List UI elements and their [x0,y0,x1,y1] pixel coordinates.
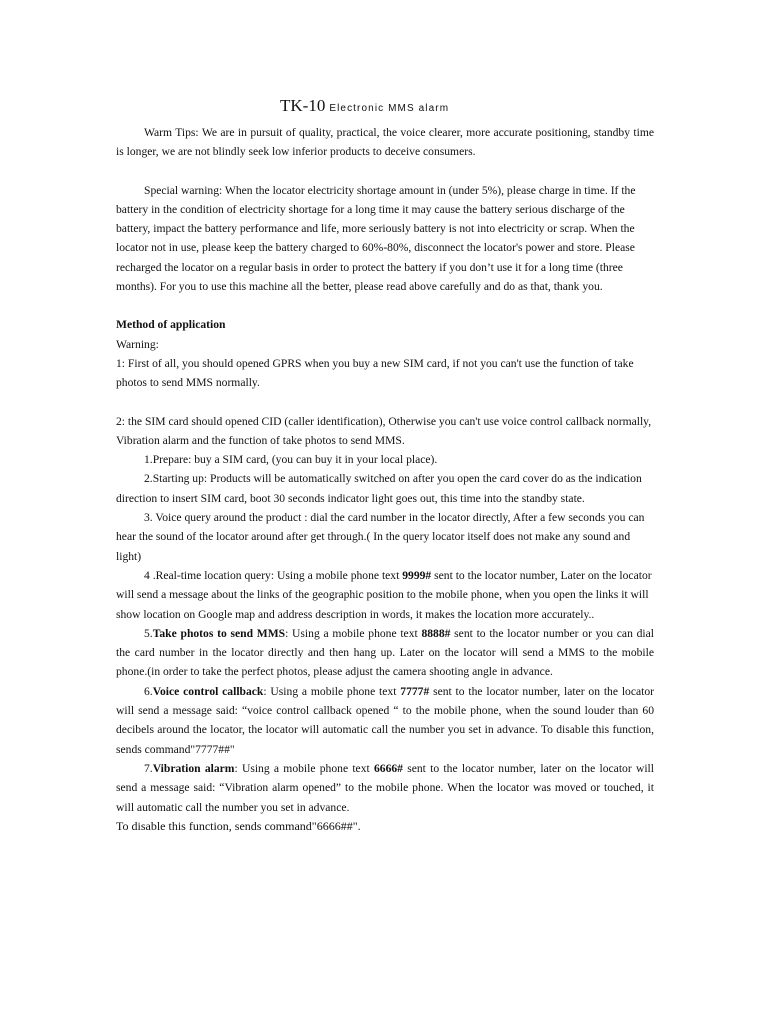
step-4 [116,566,654,624]
warm-tips-paragraph: Warm Tips: We are in pursuit of quality, practical, the voice clearer, more accurate positioning, standby time is longer, we are not blindly seek low inferior products to deceive consumers. [116,126,654,159]
step-7-num: 7. [144,761,153,775]
step-6-text-b: sent to the locator number, later on the locator will send a message said: “voice control callback opened “ to the mobile phone, when the sound louder than 60 decibels around the locator, the locator will automatic call the number you set in advance. To disable this function, sends command"7777##" [116,684,655,756]
step-5-num: 5. [144,626,153,640]
document-title [280,96,449,116]
warning-item-1: 1: First of all, you should opened GPRS when you buy a new SIM card, if not you can't use the function of take photos to send MMS normally. [116,356,634,390]
step-1: 1.Prepare: buy a SIM card, (you can buy it in your local place). [144,453,438,467]
step-7-label: Vibration alarm [152,761,235,775]
step-7-text-a: : Using a mobile phone text [234,761,374,775]
step-5-text-a: : Using a mobile phone text [285,626,422,640]
step-4-text-a: 4 .Real-time location query: Using a mobile phone text [144,568,403,582]
step-7 [116,759,654,817]
step-6-num: 6. [144,684,153,698]
final-disable-line: To disable this function, sends command"6666##". [116,818,361,833]
title-sub: Electronic MMS alarm [329,103,450,114]
step-6-code: 7777# [400,684,430,698]
title-main: TK-10 [280,96,326,115]
method-heading: Method of application [116,318,226,332]
step-5 [116,624,654,682]
step-3: 3. Voice query around the product : dial the card number in the locator directly, After a few seconds you can hear the sound of the locator around after get through.( In the query locator itself does not make any sound and light) [116,511,645,563]
step-6-label: Voice control callback [152,684,264,698]
document-body [116,123,654,836]
step-6 [116,682,654,759]
step-5-label: Take photos to send MMS [152,626,286,640]
step-4-code: 9999# [402,568,432,582]
step-7-code: 6666# [373,761,403,775]
step-5-code: 8888# [421,626,451,640]
step-6-text-a: : Using a mobile phone text [263,684,401,698]
step-5-text-b: sent to the locator number or you can dial the card number in the locator directly and then hang up. Later on the locator will send a MMS to the mobile phone.(in order to take the perfect photos, please adjust the camera shooting angle in advance. [116,626,654,679]
warning-label: Warning: [116,337,159,351]
warning-item-2: 2: the SIM card should opened CID (caller identification), Otherwise you can't use voice control callback normally, Vibration alarm and the function of take photos to send MMS. [116,414,652,447]
special-warning-paragraph: Special warning: When the locator electricity shortage amount in (under 5%), please charge in time. If the battery in the condition of electricity shortage for a long time it may cause the battery serious discharge of the battery, impact the battery performance and life, more seriously battery is not into electricity or scrap. When the locator not in use, please keep the battery charged to 60%-80%, disconnect the locator's power and store. Please recharged the locator on a regular basis in order to protect the battery if you don’t use it for a long time (three months). For you to use this machine all the better, please read above carefully and do as that, thank you. [116,183,636,294]
step-7-text-b: sent to the locator number, later on the locator will send a message said: “Vibration alarm opened” to the mobile phone. When the locator was moved or touched, it will automatic call the number you set in advance. [116,761,654,814]
step-2: 2.Starting up: Products will be automatically switched on after you open the card cover do as the indication direction to insert SIM card, boot 30 seconds indicator light goes out, this time into the standby state. [116,472,642,505]
step-4-text-b: sent to the locator number, Later on the locator will send a message about the links of the geographic position to the mobile phone, when you open the links it will show location on Google map and address description in words, it makes the location more accurately.. [116,568,652,621]
